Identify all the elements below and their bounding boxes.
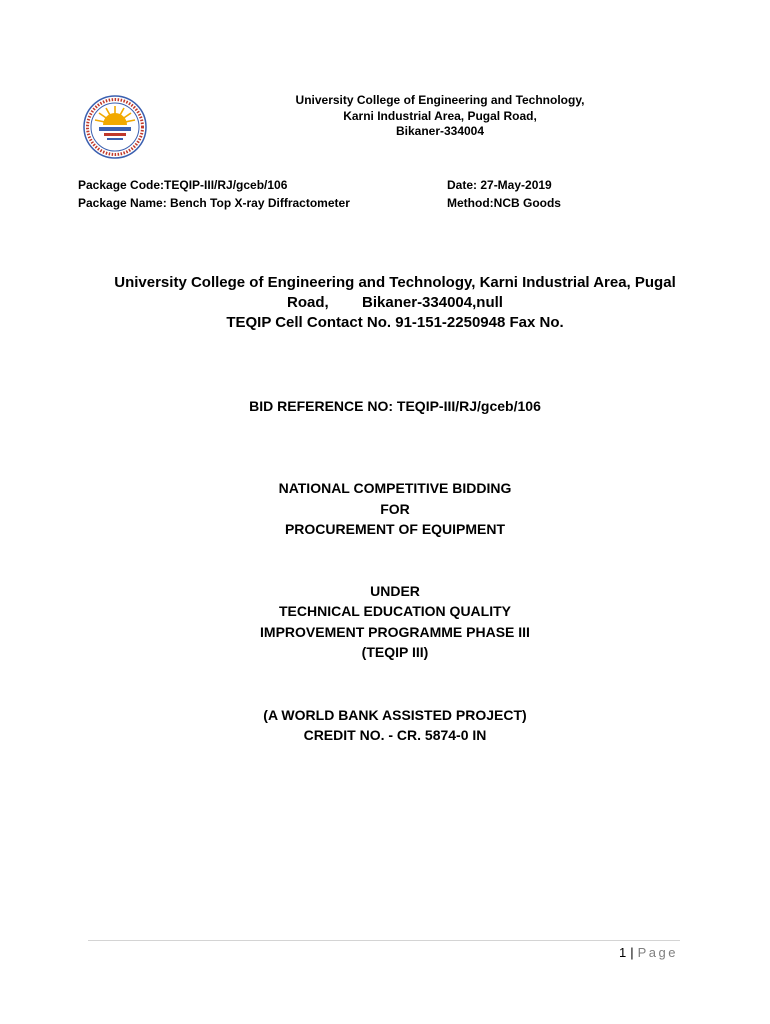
- header-line-2: Karni Industrial Area, Pugal Road,: [343, 109, 537, 123]
- address-line-1: University College of Engineering and Technology, Karni Industrial Area, Pugal: [114, 274, 676, 291]
- project-line-1: (A WORLD BANK ASSISTED PROJECT): [263, 707, 527, 723]
- university-logo: [82, 94, 148, 160]
- programme-line-2: TECHNICAL EDUCATION QUALITY: [278, 603, 512, 619]
- bidding-line-3: PROCUREMENT OF EQUIPMENT: [284, 521, 506, 537]
- header-line-1: University College of Engineering and Technology,: [295, 93, 585, 107]
- page-separator: |: [630, 945, 634, 960]
- package-name: Package Name: Bench Top X-ray Diffractometer: [78, 196, 350, 210]
- package-code: Package Code:TEQIP-III/RJ/gceb/106: [78, 178, 288, 192]
- contact-line: TEQIP Cell Contact No. 91-151-2250948 Fax No.: [226, 314, 564, 331]
- bidding-line-1: NATIONAL COMPETITIVE BIDDING: [278, 480, 512, 496]
- page-number: 1: [619, 945, 627, 960]
- programme-line-3: IMPROVEMENT PROGRAMME PHASE III: [260, 624, 530, 640]
- header-line-3: Bikaner-334004: [395, 124, 485, 138]
- bid-reference: BID REFERENCE NO: TEQIP-III/RJ/gceb/106: [249, 398, 541, 414]
- package-date: Date: 27-May-2019: [447, 178, 552, 192]
- package-method: Method:NCB Goods: [447, 196, 561, 210]
- university-seal-icon: [82, 94, 148, 160]
- page-label: Page: [637, 945, 678, 960]
- bidding-line-2: FOR: [380, 501, 410, 517]
- page-footer: [619, 945, 678, 960]
- programme-line-1: UNDER: [370, 583, 420, 599]
- address-line-2: Road, Bikaner-334004,null: [287, 294, 503, 311]
- footer-divider: [88, 940, 680, 941]
- programme-line-4: (TEQIP III): [361, 644, 429, 660]
- credit-number: CREDIT NO. - CR. 5874-0 IN: [303, 727, 487, 743]
